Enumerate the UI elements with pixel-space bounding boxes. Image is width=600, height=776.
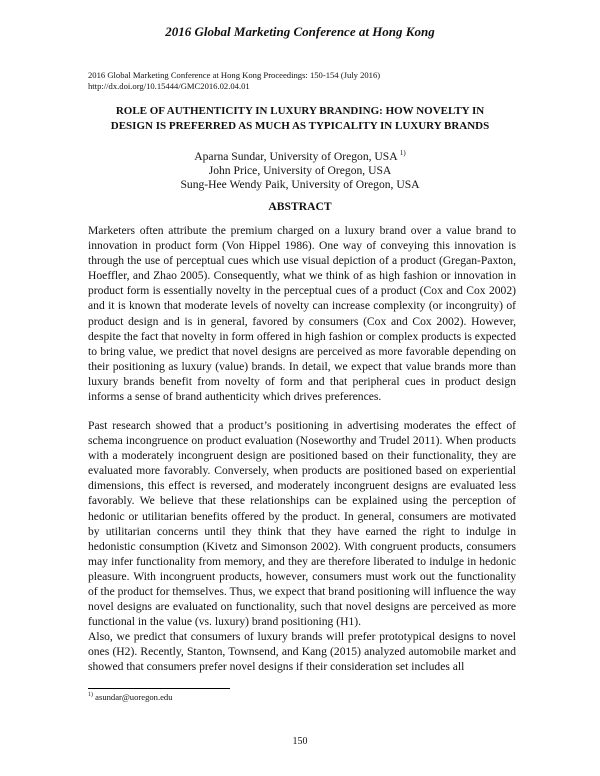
publication-meta	[88, 70, 380, 92]
title-line-1: ROLE OF AUTHENTICITY IN LUXURY BRANDING: HOW NOVELTY IN	[115, 105, 485, 117]
running-head: 2016 Global Marketing Conference at Hong Kong	[165, 24, 435, 39]
author-1-name: Aparna Sundar, University of Oregon, USA	[194, 149, 397, 163]
page-number: 150	[292, 736, 308, 747]
paragraph-1	[88, 223, 516, 416]
paragraph-3	[88, 629, 516, 686]
paper-title	[70, 104, 530, 134]
paragraph-text: Past research showed that a product’s positioning in advertising moderates the effect of schema incongruence on product evaluation (Noseworthy and Trudel 2011). When products with a moderately incongruent design are positioned based on their functionality, they are evaluated more favorably. Conversely, when products are positioned based on experiential dimensions, this effect is reversed, and moderately incongruent designs are evaluated less favorably. We believe that these relationships can be explained using the perception of hedonic or utilitarian benefits offered by the product. In general, consumers are motivated by utilitarian concerns until they think that they have earned the right to indulge in hedonistic consumption (Kivetz and Simonson 2002). With congruent products, consumers may infer functionality from memory, and they are therefore liberated to indulge in hedonic pleasure. With incongruent products, however, consumers must work out the functionality of the product for themselves. Thus, we expect that brand positioning will influence the way novel designs are evaluated on functionality, such that novel designs are perceived as more functional in the value (vs. luxury) brand positioning (H1).	[88, 419, 517, 629]
author-3: Sung-Hee Wendy Paik, University of Oregon, USA	[180, 177, 420, 191]
footnote-email: asundar@uoregon.edu	[95, 692, 173, 702]
footnote-divider	[88, 688, 230, 689]
author-1-footnote-mark: 1)	[399, 149, 406, 157]
doi-link[interactable]: http://dx.doi.org/10.15444/GMC2016.02.04.01	[88, 81, 250, 91]
footnote-mark: 1)	[88, 692, 93, 699]
author-2: John Price, University of Oregon, USA	[208, 163, 392, 177]
paragraph-2	[88, 418, 516, 641]
abstract-heading: ABSTRACT	[268, 200, 332, 213]
author-list	[0, 146, 600, 192]
proceedings-citation: 2016 Global Marketing Conference at Hong Kong Proceedings: 150-154 (July 2016)	[88, 70, 381, 80]
author-1	[0, 146, 600, 164]
paragraph-text: Also, we predict that consumers of luxury brands will prefer prototypical designs to novel ones (H2). Recently, Stanton, Townsend, and Kang (2015) analyzed automobile market and showed that consumers prefer novel designs if their consideration set includes all	[88, 630, 516, 674]
footnote	[88, 692, 173, 702]
paragraph-text: Marketers often attribute the premium charged on a luxury brand over a value brand to innovation in product form (Von Hippel 1986). One way of conveying this innovation is through the use of perceptual cues which use visual depiction of a product (Gregan-Paxton, Hoeffler, and Zhao 2005). Consequently, what we think of as high fashion or innovation in product form is essentially novelty in the perceptual cues of a product (Cox and Cox 2002) and it is known that moderate levels of novelty can increase complexity (or incongruity) of product design and is in general, favored by consumers (Cox and Cox 2002). However, despite the fact that novelty in form offered in high fashion or complex products is expected to bring value, we predict that novel designs are perceived as more favorable depending on their positioning as luxury (value) brands. In detail, we expect that value brands more than luxury brands benefit from novelty of form and that peripheral cues in product design informs a sense of brand authenticity which drives preferences.	[88, 224, 516, 404]
title-line-2: DESIGN IS PREFERRED AS MUCH AS TYPICALITY IN LUXURY BRANDS	[110, 120, 490, 132]
